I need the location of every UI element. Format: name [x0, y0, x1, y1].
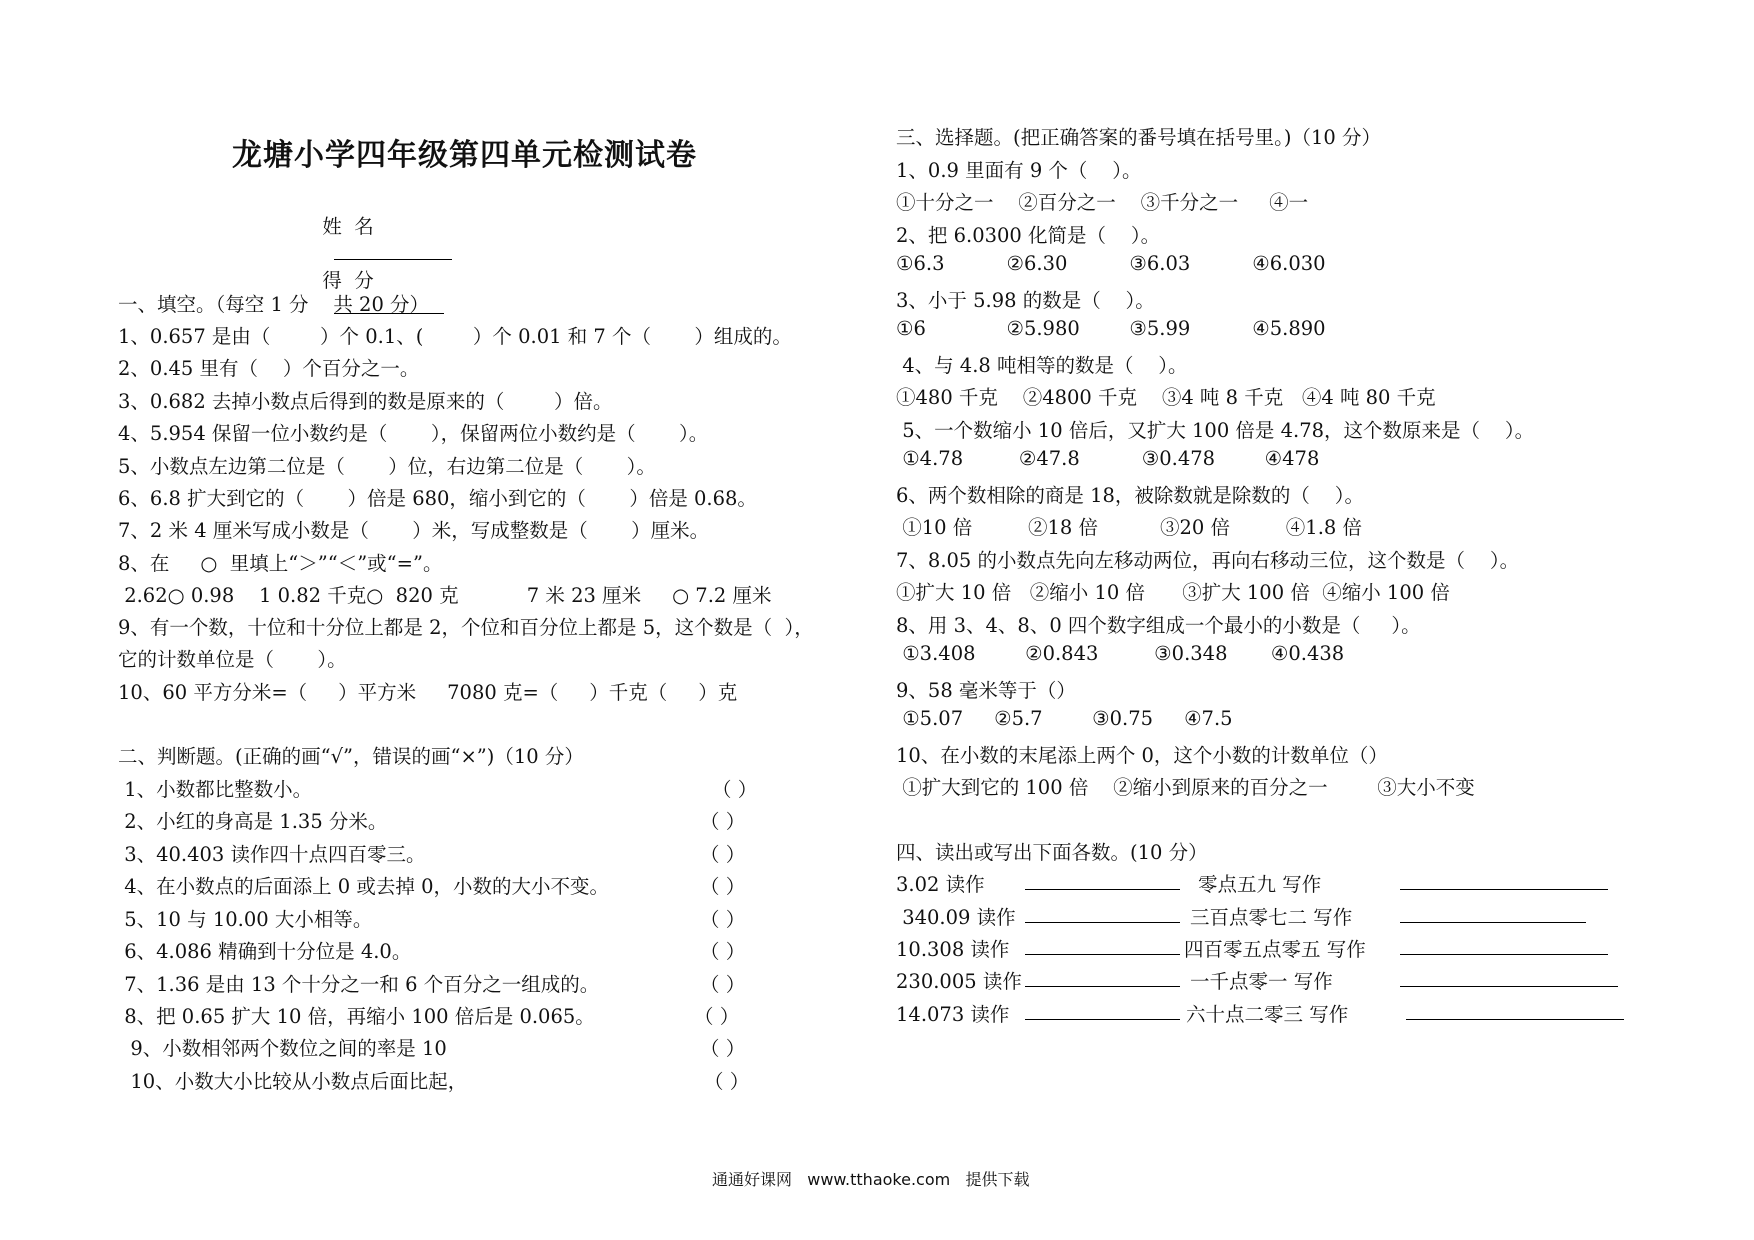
fill-item: 2、0.45 里有（ ）个百分之一。: [118, 357, 420, 380]
choice-options: ①4.78 ②47.8 ③0.478 ④478: [896, 447, 1320, 470]
choice-question: 7、8.05 的小数点先向左移动两位，再向右移动三位，这个数是（ ）。: [896, 549, 1520, 572]
fill-item: 8、在 ○ 里填上“＞”“＜”或“=”。: [118, 552, 443, 575]
judge-item: 9、小数相邻两个数位之间的率是 10: [118, 1037, 447, 1060]
section4-heading: 四、读出或写出下面各数。(10 分）: [896, 841, 1208, 864]
fill-item: 7、2 米 4 厘米写成小数是（ ）米，写成整数是（ ）厘米。: [118, 519, 710, 542]
read-prompt: 340.09 读作: [896, 906, 1016, 929]
answer-blank[interactable]: [1406, 999, 1624, 1020]
choice-options: ①6 ②5.980 ③5.99 ④5.890: [896, 317, 1326, 340]
answer-blank[interactable]: [1400, 934, 1608, 955]
fill-item: 1、0.657 是由（ ）个 0.1、( ）个 0.01 和 7 个（ ）组成的。: [118, 325, 792, 348]
read-prompt: 3.02 读作: [896, 873, 985, 896]
judge-item: 5、10 与 10.00 大小相等。: [118, 908, 373, 931]
judge-item: 7、1.36 是由 13 个十分之一和 6 个百分之一组成的。: [118, 973, 600, 996]
answer-blank[interactable]: [1025, 934, 1180, 955]
choice-question: 3、小于 5.98 的数是（ ）。: [896, 289, 1155, 312]
fill-item: 2.62○ 0.98 1 0.82 千克○ 820 克 7 米 23 厘米 ○ 7.2 厘米: [118, 584, 772, 607]
name-blank[interactable]: [334, 239, 452, 260]
judge-item: 2、小红的身高是 1.35 分米。: [118, 810, 388, 833]
choice-question: 8、用 3、4、8、0 四个数字组成一个最小的小数是（ ）。: [896, 614, 1421, 637]
choice-options: ①6.3 ②6.30 ③6.03 ④6.030: [896, 252, 1326, 275]
choice-options: ①扩大 10 倍 ②缩小 10 倍 ③扩大 100 倍 ④缩小 100 倍: [896, 581, 1450, 604]
answer-paren[interactable]: （ ）: [704, 1070, 750, 1093]
page-title: 龙塘小学四年级第四单元检测试卷: [232, 138, 697, 173]
judge-item: 8、把 0.65 扩大 10 倍，再缩小 100 倍后是 0.065。: [118, 1005, 595, 1028]
answer-paren[interactable]: （ ）: [712, 778, 758, 801]
name-label: 姓 名: [322, 215, 374, 238]
fill-item: 9、有一个数，十位和十分位上都是 2，个位和百分位上都是 5，这个数是（ ），: [118, 616, 814, 639]
section1-heading: 一、填空。（每空 1 分 共 20 分）: [118, 293, 430, 316]
fill-item: 它的计数单位是（ ）。: [118, 648, 347, 671]
answer-blank[interactable]: [1025, 966, 1180, 987]
judge-item: 4、在小数点的后面添上 0 或去掉 0，小数的大小不变。: [118, 875, 610, 898]
choice-question: 5、一个数缩小 10 倍后，又扩大 100 倍是 4.78，这个数原来是（ ）。: [896, 419, 1535, 442]
footer-credit: 通通好课网 www.tthaoke.com 提供下载: [712, 1170, 1030, 1189]
answer-paren[interactable]: （ ）: [700, 908, 746, 931]
section3-heading: 三、选择题。(把正确答案的番号填在括号里。)（10 分）: [896, 126, 1381, 149]
choice-question: 1、0.9 里面有 9 个（ ）。: [896, 159, 1142, 182]
read-prompt: 14.073 读作: [896, 1003, 1010, 1026]
read-prompt: 10.308 读作: [896, 938, 1010, 961]
write-prompt: 六十点二零三 写作: [1186, 1003, 1349, 1026]
read-prompt: 230.005 读作: [896, 970, 1022, 993]
choice-question: 4、与 4.8 吨相等的数是（ ）。: [896, 354, 1188, 377]
answer-paren[interactable]: （ ）: [700, 940, 746, 963]
judge-item: 6、4.086 精确到十分位是 4.0。: [118, 940, 412, 963]
write-prompt: 四百零五点零五 写作: [1184, 938, 1366, 961]
score-label: 得 分: [322, 269, 374, 292]
answer-paren[interactable]: （ ）: [694, 1005, 740, 1028]
judge-item: 3、40.403 读作四十点四百零三。: [118, 843, 426, 866]
fill-item: 3、0.682 去掉小数点后得到的数是原来的（ ）倍。: [118, 390, 613, 413]
choice-options: ①十分之一 ②百分之一 ③千分之一 ④一: [896, 191, 1309, 214]
answer-blank[interactable]: [1400, 869, 1608, 890]
choice-options: ①扩大到它的 100 倍 ②缩小到原来的百分之一 ③大小不变: [896, 776, 1475, 799]
choice-options: ①10 倍 ②18 倍 ③20 倍 ④1.8 倍: [896, 516, 1363, 539]
answer-paren[interactable]: （ ）: [700, 810, 746, 833]
answer-paren[interactable]: （ ）: [700, 973, 746, 996]
write-prompt: 零点五九 写作: [1198, 873, 1322, 896]
answer-blank[interactable]: [1400, 966, 1618, 987]
judge-item: 1、小数都比整数小。: [118, 778, 313, 801]
choice-options: ①3.408 ②0.843 ③0.348 ④0.438: [896, 642, 1345, 665]
answer-paren[interactable]: （ ）: [700, 875, 746, 898]
choice-options: ①480 千克 ②4800 千克 ③4 吨 8 千克 ④4 吨 80 千克: [896, 386, 1436, 409]
section2-heading: 二、判断题。(正确的画“√”，错误的画“×”)（10 分）: [118, 745, 584, 768]
answer-blank[interactable]: [1025, 902, 1180, 923]
answer-blank[interactable]: [1025, 869, 1180, 890]
fill-item: 10、60 平方分米=（ ）平方米 7080 克=（ ）千克（ ）克: [118, 681, 738, 704]
choice-question: 9、58 毫米等于（）: [896, 679, 1076, 702]
answer-paren[interactable]: （ ）: [700, 1037, 746, 1060]
choice-question: 2、把 6.0300 化简是（ ）。: [896, 224, 1161, 247]
fill-item: 6、6.8 扩大到它的（ ）倍是 680，缩小到它的（ ）倍是 0.68。: [118, 487, 757, 510]
fill-item: 5、小数点左边第二位是（ ）位，右边第二位是（ ）。: [118, 455, 656, 478]
answer-blank[interactable]: [1400, 902, 1586, 923]
choice-question: 6、两个数相除的商是 18，被除数就是除数的（ ）。: [896, 484, 1364, 507]
write-prompt: 三百点零七二 写作: [1190, 906, 1353, 929]
choice-question: 10、在小数的末尾添上两个 0，这个小数的计数单位（）: [896, 744, 1388, 767]
judge-item: 10、小数大小比较从小数点后面比起，: [118, 1070, 468, 1093]
choice-options: ①5.07 ②5.7 ③0.75 ④7.5: [896, 707, 1233, 730]
answer-blank[interactable]: [1025, 999, 1180, 1020]
write-prompt: 一千点零一 写作: [1190, 970, 1333, 993]
answer-paren[interactable]: （ ）: [700, 843, 746, 866]
fill-item: 4、5.954 保留一位小数约是（ ），保留两位小数约是（ ）。: [118, 422, 709, 445]
